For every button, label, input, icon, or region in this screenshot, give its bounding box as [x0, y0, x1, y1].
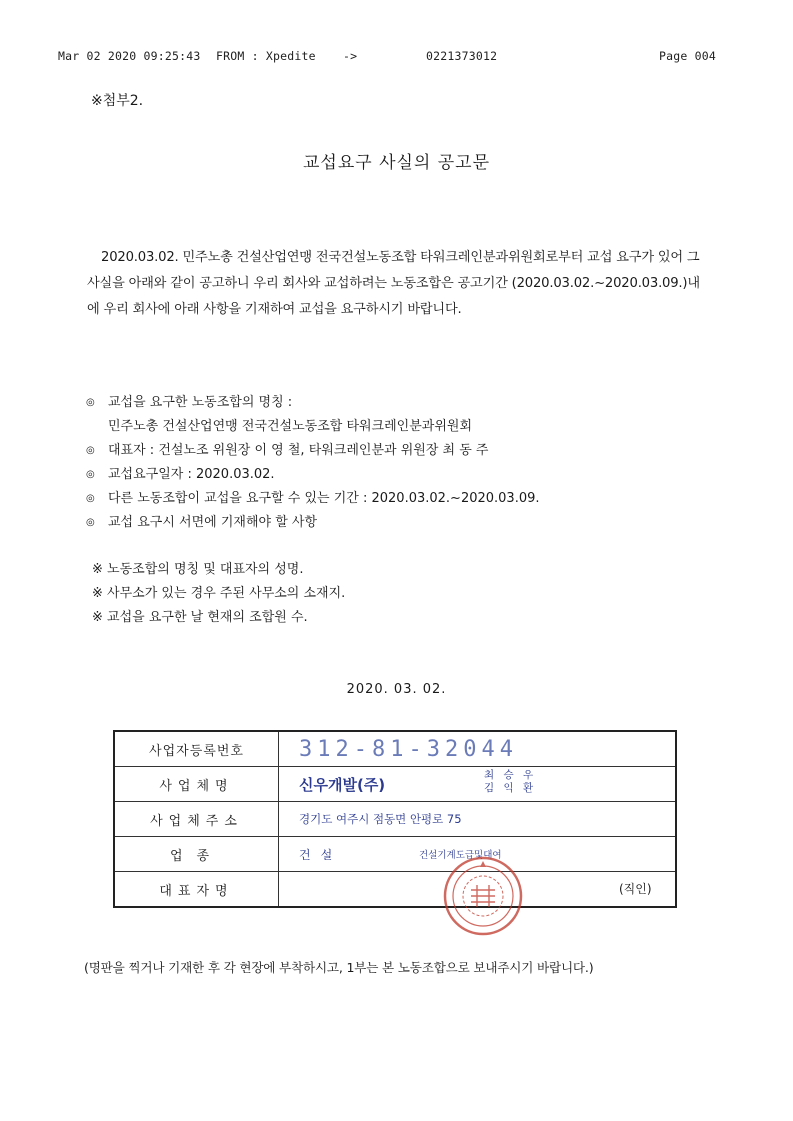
notes-list	[92, 558, 345, 630]
seal-label: (직인)	[619, 882, 652, 896]
bullet-icon: ◎	[86, 517, 95, 528]
note-item: ※ 노동조합의 명칭 및 대표자의 성명.	[92, 562, 304, 577]
attachment-label: ※첨부2.	[91, 93, 144, 109]
bullet-list	[86, 391, 726, 535]
reg-no-value: 312-81-32044	[299, 736, 518, 762]
label-company: 사업체명	[114, 767, 279, 802]
table-row	[114, 767, 676, 802]
bullet-icon: ◎	[86, 493, 95, 504]
bullet-request-period: ◎ 다른 노동조합이 교섭을 요구할 수 있는 기간 : 2020.03.02.~2020.03.09.	[86, 487, 726, 511]
bullet-request-date: ◎ 교섭요구일자 : 2020.03.02.	[86, 463, 726, 487]
rep-names: 최 승 우 김 익 환	[484, 769, 537, 794]
company-seal-icon	[433, 855, 533, 937]
label-address: 사업체주소	[114, 802, 279, 837]
label-reg-no: 사업자등록번호	[114, 731, 279, 767]
table-row	[114, 837, 676, 872]
notice-paragraph: 2020.03.02. 민주노총 건설산업연맹 전국건설노동조합 타워크레인분과위원회로부터 교섭 요구가 있어 그 사실을 아래와 같이 공고하니 우리 회사와 교섭하려는 노동조합은 공고기간 (2020.03.02.~2020.03.09.)내에 우리 회사에 아래 사항을 기재하여 교섭을 요구하시기 바랍니다.	[87, 250, 700, 317]
reg-no-cell	[279, 731, 677, 767]
fax-arrow: ->	[343, 49, 358, 63]
company-name: 신우개발(주)	[299, 775, 386, 794]
notice-date: 2020. 03. 02.	[346, 682, 447, 697]
bullet-union-name: ◎ 교섭을 요구한 노동조합의 명칭 :	[86, 391, 726, 415]
company-cell	[279, 767, 677, 802]
fax-page: Page 004	[659, 49, 716, 63]
fax-header	[58, 49, 718, 65]
address-cell	[279, 802, 677, 837]
table-row	[114, 802, 676, 837]
biz-type: 건설	[299, 847, 343, 862]
bullet-icon: ◎	[86, 469, 95, 480]
bullet-union-name-value: 민주노총 건설산업연맹 전국건설노동조합 타워크레인분과위원회	[108, 419, 473, 434]
fax-number: 0221373012	[426, 49, 498, 63]
bullet-icon: ◎	[86, 445, 95, 456]
footer-instruction: (명판을 찍거나 기재한 후 각 현장에 부착하시고, 1부는 본 노동조합으로 보내주시기 바랍니다.)	[84, 960, 594, 975]
fax-datetime: Mar 02 2020 09:25:43	[58, 49, 201, 63]
bullet-required-items: ◎ 교섭 요구시 서면에 기재해야 할 사항	[86, 511, 726, 535]
company-info-table	[113, 730, 677, 908]
fax-from: FROM : Xpedite	[216, 49, 316, 63]
label-biz-type: 업종	[114, 837, 279, 872]
company-address: 경기도 여주시 점동면 안평로 75	[299, 812, 462, 826]
biz-item: 건설기계도급및대여	[419, 850, 502, 861]
table-row	[114, 731, 676, 767]
table-row	[114, 872, 676, 908]
bullet-representative: ◎ 대표자 : 건설노조 위원장 이 영 철, 타워크레인분과 위원장 최 동 주	[86, 439, 726, 463]
note-item: ※ 교섭을 요구한 날 현재의 조합원 수.	[92, 610, 308, 625]
note-item: ※ 사무소가 있는 경우 주된 사무소의 소재지.	[92, 586, 346, 601]
bullet-icon: ◎	[86, 397, 95, 408]
label-representative: 대표자명	[114, 872, 279, 908]
document-title: 교섭요구 사실의 공고문	[302, 153, 491, 173]
